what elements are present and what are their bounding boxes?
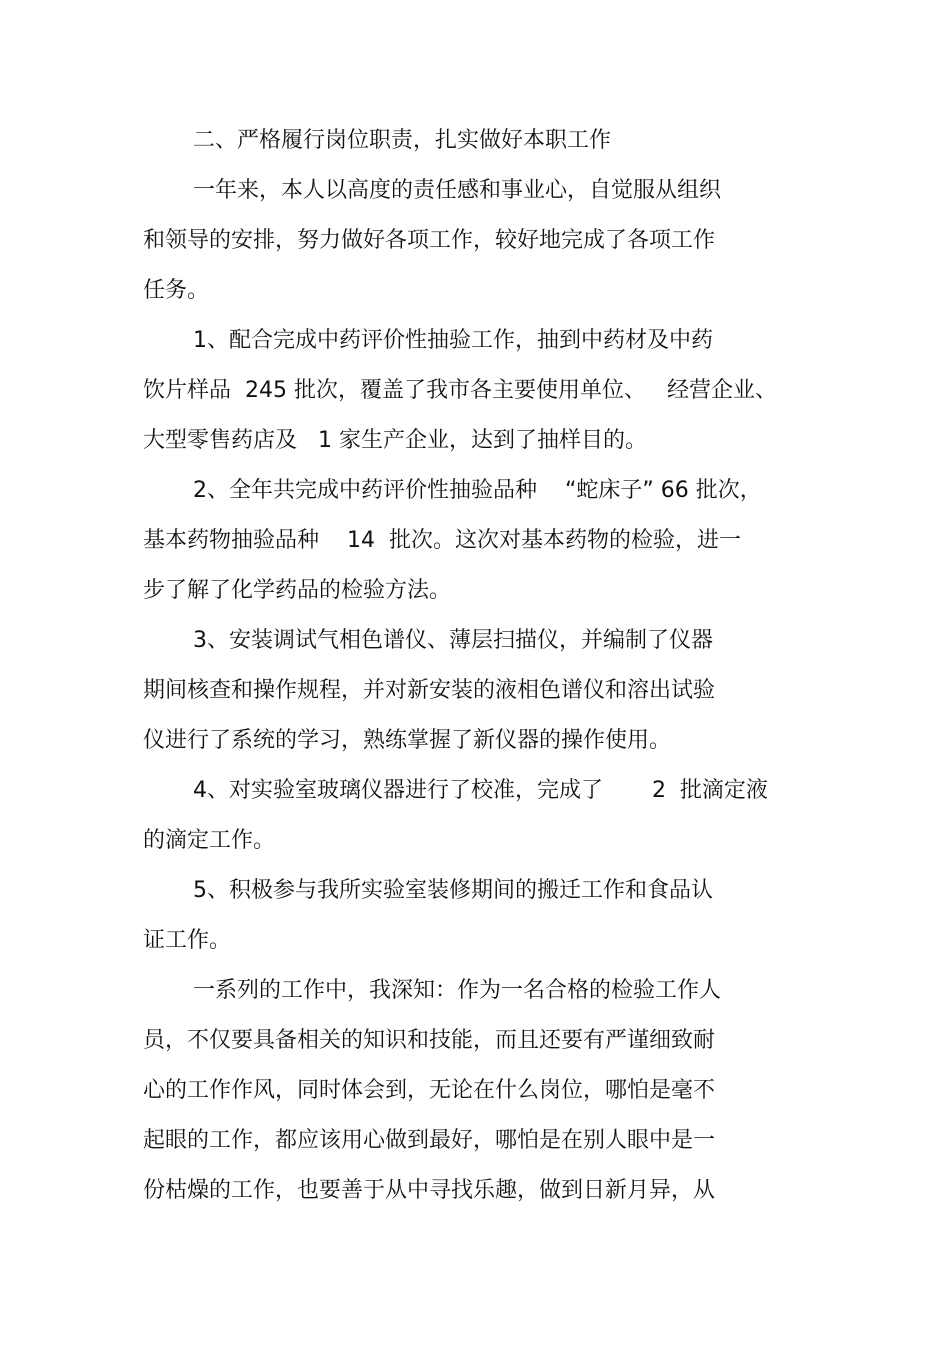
list-item-line: 5、积极参与我所实验室装修期间的搬迁工作和食品认 (193, 878, 713, 903)
list-item-line: 仪进行了系统的学习，熟练掌握了新仪器的操作使用。 (143, 728, 672, 753)
paragraph-line: 一年来，本人以高度的责任感和事业心，自觉服从组织 (193, 178, 722, 203)
list-item-line: 1、配合完成中药评价性抽验工作，抽到中药材及中药 (193, 328, 713, 353)
list-item-line: 证工作。 (143, 928, 232, 953)
paragraph-line: 心的工作作风，同时体会到，无论在什么岗位，哪怕是毫不 (143, 1078, 716, 1103)
paragraph-line: 员，不仅要具备相关的知识和技能，而且还要有严谨细致耐 (143, 1028, 716, 1053)
list-item-line: 饮片样品 245 批次，覆盖了我市各主要使用单位、 经营企业、 (143, 378, 777, 403)
list-item-line: 4、对实验室玻璃仪器进行了校准，完成了 2 批滴定液 (193, 778, 768, 803)
section-heading: 二、严格履行岗位职责，扎实做好本职工作 (193, 128, 612, 153)
list-item-line: 基本药物抽验品种 14 批次。这次对基本药物的检验，进一 (143, 528, 741, 553)
paragraph-line: 任务。 (143, 278, 210, 303)
list-item-line: 大型零售药店及 1 家生产企业，达到了抽样目的。 (143, 428, 647, 453)
list-item-line: 步了解了化学药品的检验方法。 (143, 578, 452, 603)
list-item-line: 2、全年共完成中药评价性抽验品种 “蛇床子” 66 批次， (193, 478, 762, 503)
list-item-line: 3、安装调试气相色谱仪、薄层扫描仪，并编制了仪器 (193, 628, 713, 653)
paragraph-line: 一系列的工作中，我深知：作为一名合格的检验工作人 (193, 978, 722, 1003)
paragraph-line: 份枯燥的工作，也要善于从中寻找乐趣，做到日新月异，从 (143, 1178, 716, 1203)
list-item-line: 的滴定工作。 (143, 828, 276, 853)
list-item-line: 期间核查和操作规程，并对新安装的液相色谱仪和溶出试验 (143, 678, 716, 703)
paragraph-line: 和领导的安排，努力做好各项工作，较好地完成了各项工作 (143, 228, 716, 253)
paragraph-line: 起眼的工作，都应该用心做到最好，哪怕是在别人眼中是一 (143, 1128, 716, 1153)
